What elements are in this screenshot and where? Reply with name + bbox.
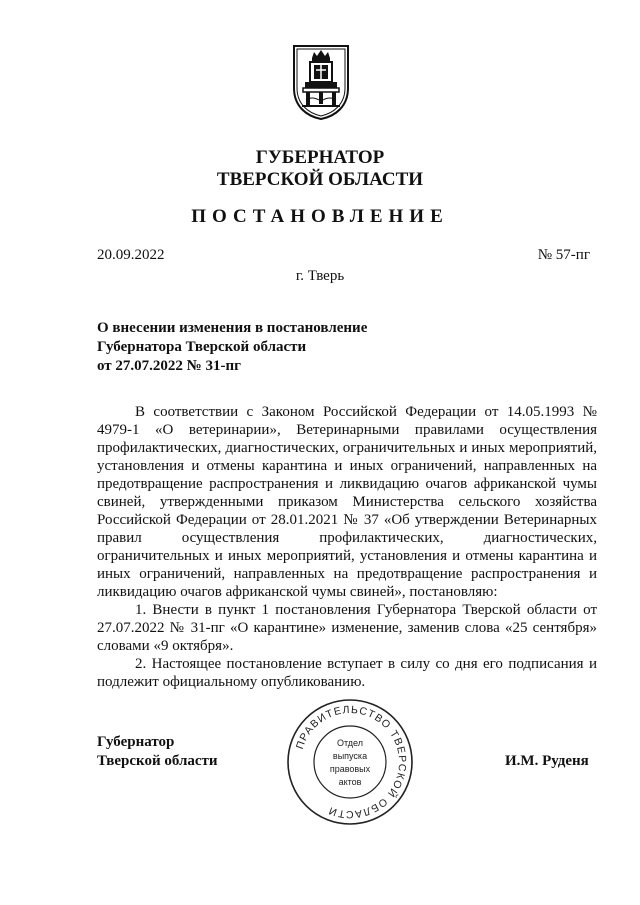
document-subject <box>97 319 367 376</box>
body-paragraph: 1. Внести в пункт 1 постановления Губернатора Тверской области от 27.07.2022 № 31-пг «О карантине» изменение, заменив слова «25 сентября» словами «9 октября». <box>97 602 597 654</box>
authority-name-line1: ГУБЕРНАТОР <box>255 147 385 168</box>
signatory-position <box>97 733 218 771</box>
document-date: 20.09.2022 <box>97 247 165 263</box>
signatory-position-line: Тверской области <box>97 753 218 769</box>
body-paragraph: В соответствии с Законом Российской Федерации от 14.05.1993 № 4979-1 «О ветеринарии», Ветеринарными правилами осуществления профилактических, диагностических, ограничительных и иных мероприятий, установления и отмены карантина и иных ограничений, направленных на предотвращение распространения и ликвидацию очагов африканской чумы свиней, утвержденными приказом Министерства сельского хозяйства Российской Федерации от 28.01.2021 № 37 «Об утверждении Ветеринарных правил осуществления профилактических, диагностических, ограничительных и иных мероприятий, установления и отмены карантина и иных ограничений, направленных на предотвращение распространения и ликвидацию очагов африканской чумы свиней», постановляю: <box>97 404 597 600</box>
stamp-inner-line: правовых <box>329 764 371 774</box>
stamp-inner-line: выпуска <box>332 751 368 761</box>
document-type: ПОСТАНОВЛЕНИЕ <box>191 206 449 227</box>
body-paragraph: 2. Настоящее постановление вступает в силу со дня его подписания и подлежит официальному опубликованию. <box>97 656 597 690</box>
svg-text:ПРАВИТЕЛЬСТВО ТВЕРСКОЙ ОБЛАСТИ <box>294 704 408 820</box>
document-city: г. Тверь <box>295 268 345 284</box>
document-number: № 57-пг <box>537 247 590 263</box>
stamp-ring-text: ПРАВИТЕЛЬСТВО ТВЕРСКОЙ ОБЛАСТИ <box>293 703 409 821</box>
stamp-inner-line: актов <box>338 777 362 787</box>
subject-line: Губернатора Тверской области <box>97 339 307 355</box>
subject-line: от 27.07.2022 № 31-пг <box>97 358 241 374</box>
signatory-name: И.М. Руденя <box>505 753 589 769</box>
tver-coat-of-arms-icon <box>292 44 350 120</box>
stamp-inner-line: Отдел <box>336 738 364 748</box>
authority-name-line2: ТВЕРСКОЙ ОБЛАСТИ <box>216 169 424 190</box>
subject-line: О внесении изменения в постановление <box>97 320 368 336</box>
signatory-position-line: Губернатор <box>97 734 175 750</box>
document-body <box>97 403 597 691</box>
official-stamp <box>285 697 415 827</box>
